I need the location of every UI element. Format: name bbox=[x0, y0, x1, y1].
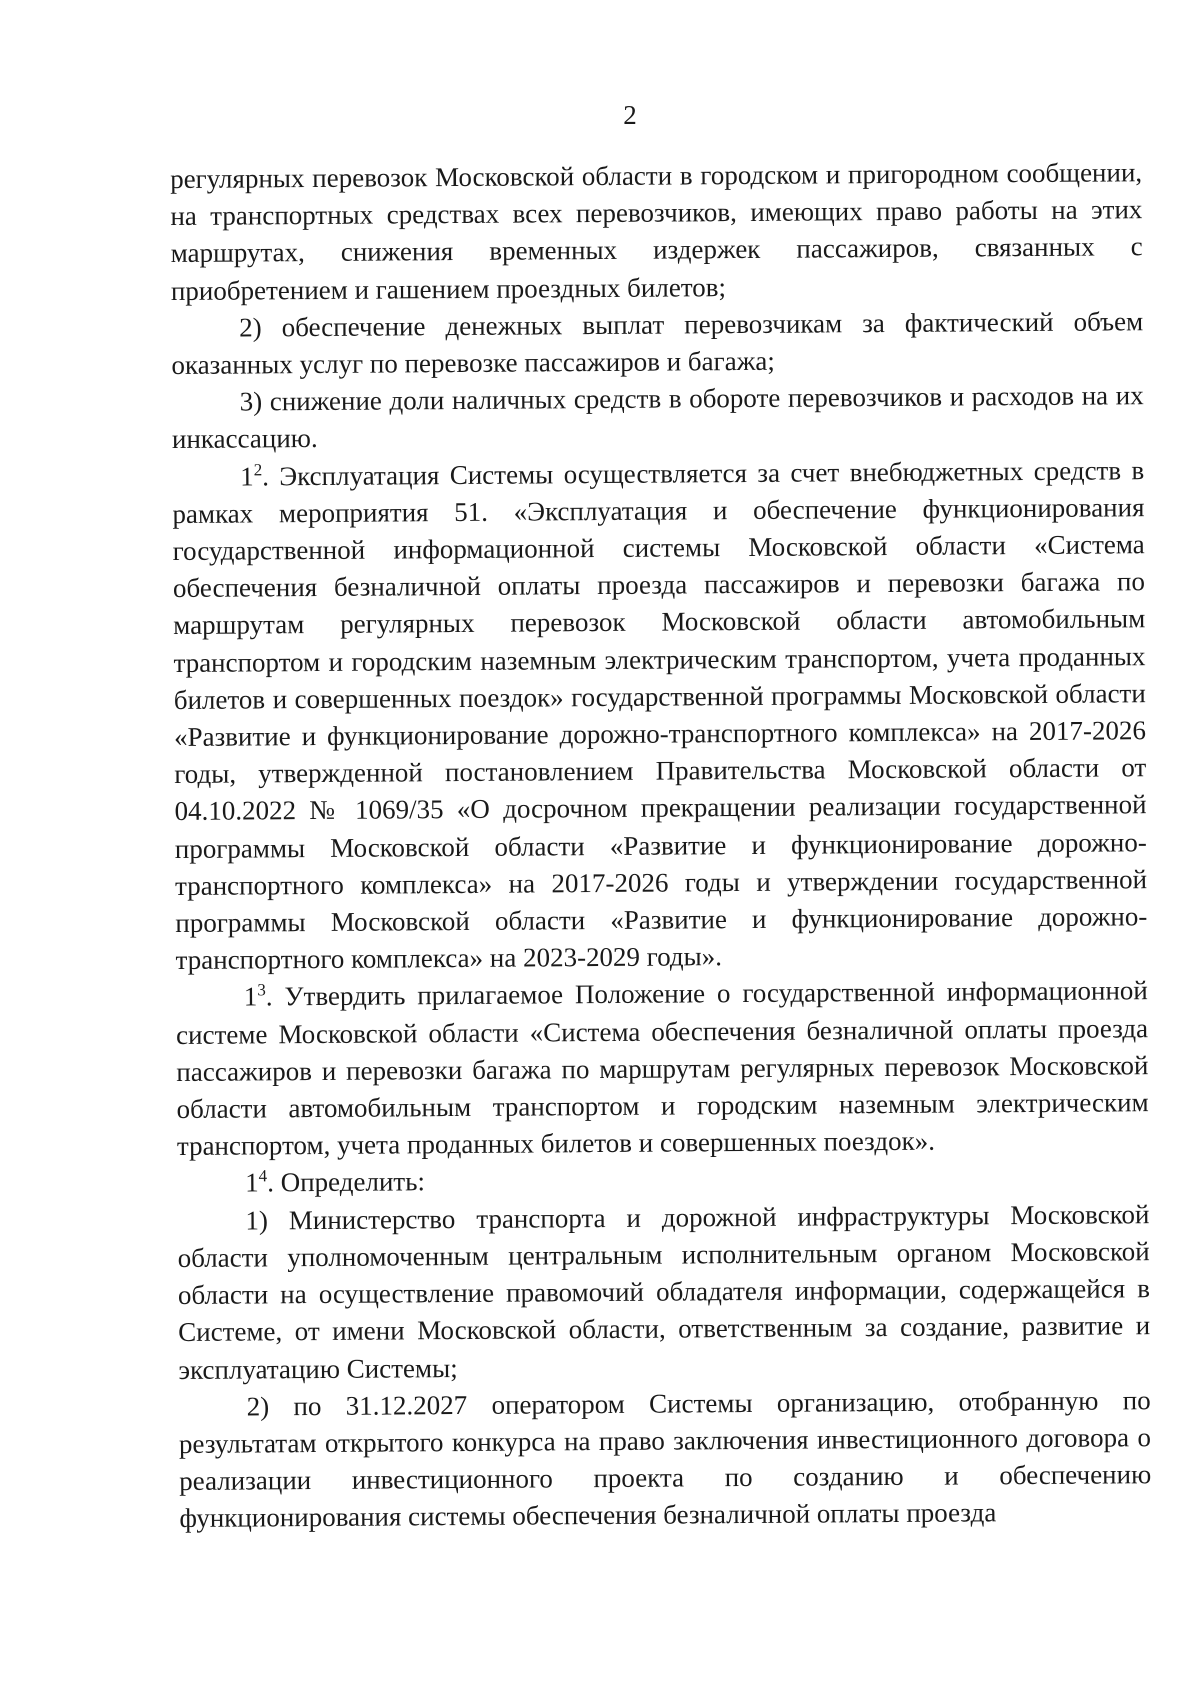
paragraph-sub-1 bbox=[177, 1196, 1150, 1389]
paragraph-number-superscript: 3 bbox=[257, 980, 266, 1000]
paragraph-item-2 bbox=[171, 303, 1143, 384]
paragraph-number: 1 bbox=[243, 981, 258, 1012]
paragraph-sub-2 bbox=[179, 1382, 1152, 1538]
paragraph-text: . Определить: bbox=[267, 1166, 426, 1198]
paragraph-number: 1 bbox=[240, 461, 254, 492]
paragraph-number-superscript: 4 bbox=[258, 1166, 268, 1186]
paragraph-text: регулярных перевозок Московской области в городском и пригородном сообщении, на транспортных средствах всех перевозчиков, имеющих право работы на этих маршрутах, снижения временных издержек пассажиров, связанных с приобретением и гашением проездных билетов; bbox=[170, 157, 1143, 306]
document-body bbox=[170, 154, 1152, 1537]
paragraph-1-2 bbox=[172, 452, 1148, 980]
paragraph-continuation bbox=[170, 154, 1143, 310]
paragraph-number-superscript: 2 bbox=[253, 459, 263, 480]
paragraph-text: . Эксплуатация Системы осуществляется за счет внебюджетных средств в рамках мероприятия 51. «Эксплуатация и обеспечение функционирования государственной информационной системы Московской области «Система обеспечения безналичной оплаты проезда пассажиров и перевозки багажа по маршрутам регулярных перевозок Московской области автомобильным транспортом и городским наземным электрическим транспортом, учета проданных билетов и совершенных поездок» государственной программы Московской области «Развитие и функционирование дорожно-транспортного комплекса» на 2017-2026 годы, утвержденной постановлением Правительства Московской области от 04.10.2022 № 1069/35 «О досрочном прекращении реализации государственной программы Московской области «Развитие и функционирование дорожно-транспортного комплекса» на 2017-2026 годы и утверждении государственной программы Московской области «Развитие и функционирование дорожно-транспортного комплекса» на 2023-2029 годы». bbox=[172, 454, 1148, 976]
paragraph-text: 2) обеспечение денежных выплат перевозчикам за фактический объем оказанных услуг по перевозке пассажиров и багажа; bbox=[171, 306, 1144, 381]
paragraph-text: 1) Министерство транспорта и дорожной инфраструктуры Московской области уполномоченным центральным исполнительным органом Московской области на осуществление правомочий обладателя информации, содержащейся в Системе, от имени Московской области, ответственным за создание, развитие и эксплуатацию Системы; bbox=[177, 1198, 1151, 1385]
paragraph-number: 1 bbox=[245, 1167, 259, 1198]
page-number: 2 bbox=[623, 100, 637, 130]
paragraph-text: 2) по 31.12.2027 оператором Системы организацию, отобранную по результатам открытого конкурса на право заключения инвестиционного договора о реализации инвестиционного проекта по созданию и обеспечению функционирования системы обеспечения безналичной оплаты проезда bbox=[178, 1384, 1152, 1534]
paragraph-text: . Утвердить прилагаемое Положение о государственной информационной системе Московской области «Система обеспечения безналичной оплаты проезда пассажиров и перевозки багажа по маршрутам регулярных перевозок Московской области автомобильным транспортом и городским наземным электрическим транспортом, учета проданных билетов и совершенных поездок». bbox=[175, 975, 1149, 1162]
paragraph-1-3 bbox=[176, 973, 1149, 1166]
paragraph-item-3 bbox=[172, 377, 1144, 458]
paragraph-text: 3) снижение доли наличных средств в обороте перевозчиков и расходов на их инкассацию. bbox=[171, 380, 1144, 455]
